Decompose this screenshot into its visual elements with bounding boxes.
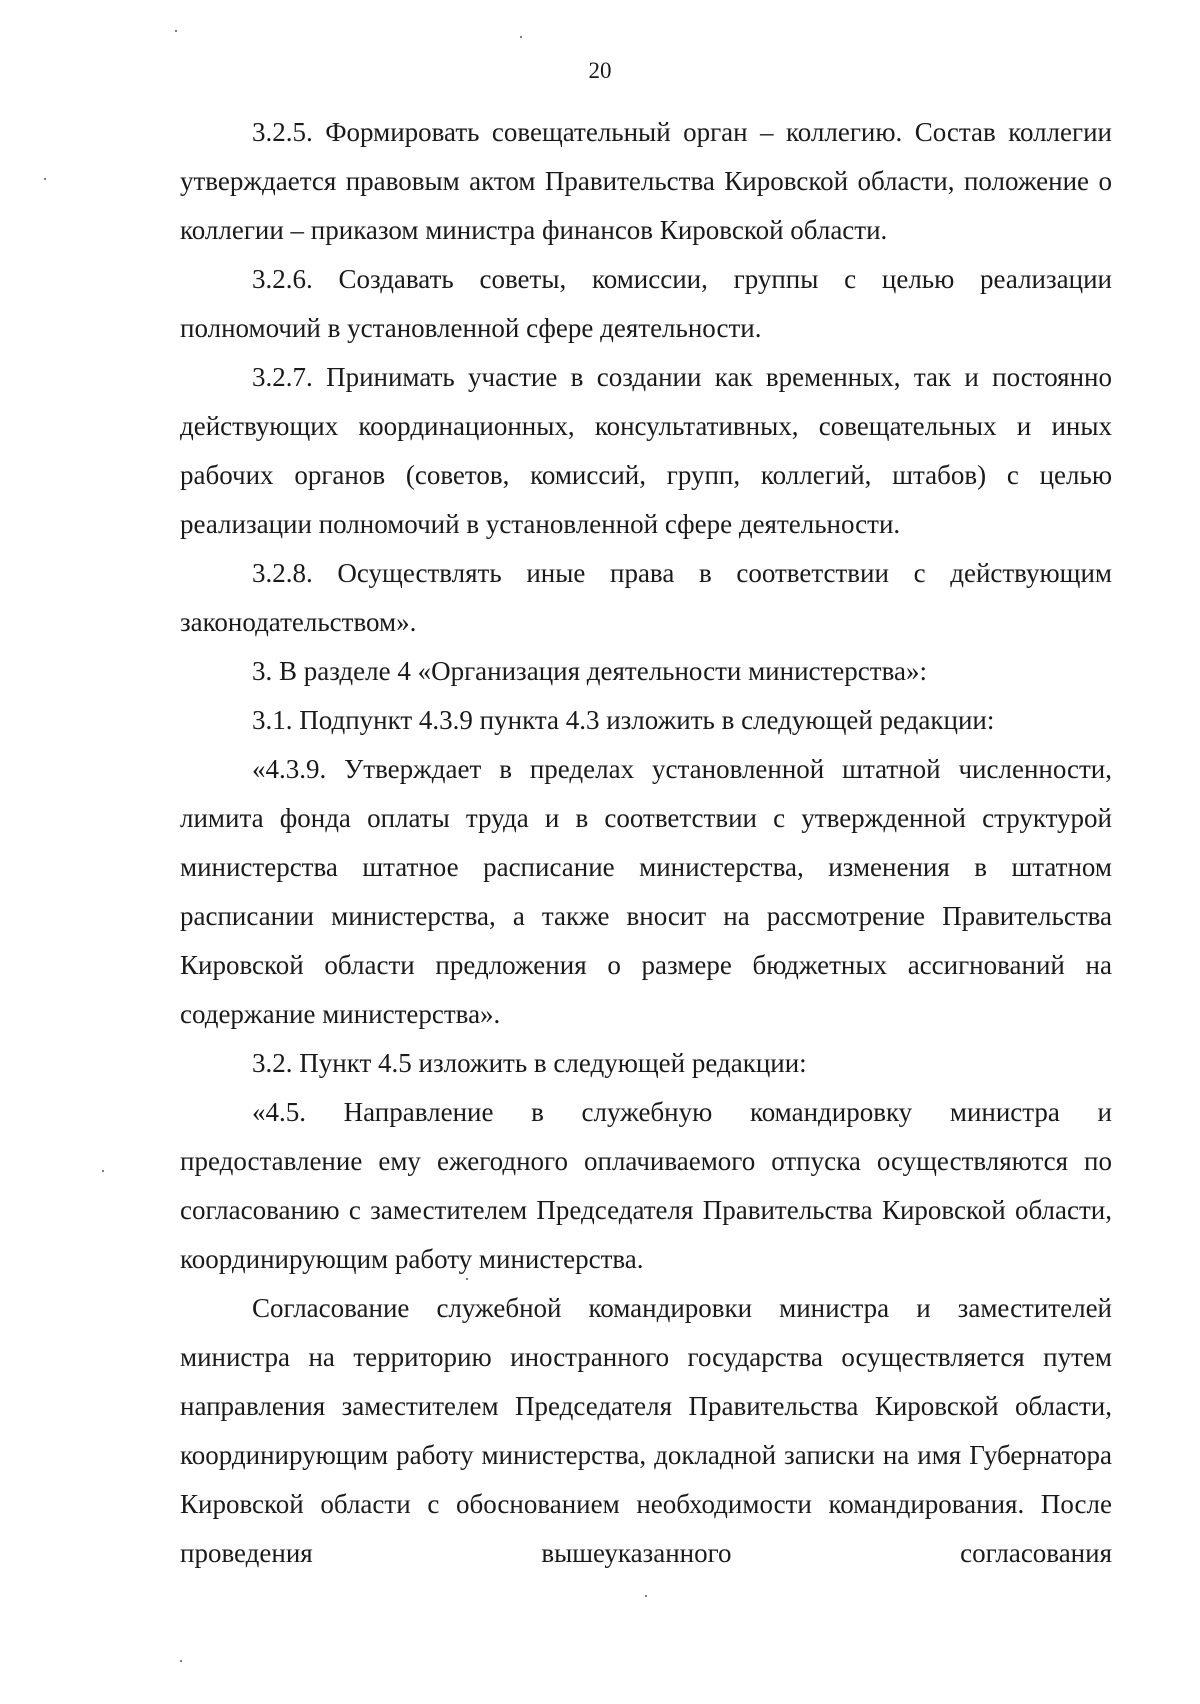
scan-speck — [180, 1660, 182, 1662]
paragraph-3-2-6: 3.2.6. Создавать советы, комиссии, группы с целью реализации полномочий в установленной сфере деятельности. — [180, 264, 1112, 343]
document-body — [180, 108, 1112, 1578]
paragraph-3-1: 3.1. Подпункт 4.3.9 пункта 4.3 изложить в следующей редакции: — [252, 705, 995, 735]
paragraph-section-4: 3. В разделе 4 «Организация деятельности министерства»: — [252, 656, 927, 686]
scan-speck — [520, 36, 522, 38]
scan-speck — [645, 1595, 647, 1597]
scan-speck — [102, 1170, 104, 1172]
paragraph-business-trip-approval: Согласование служебной командировки министра и заместителей министра на территорию иностранного государства осуществляется путем направления заместителем Председателя Правительства Кировской области, координирующим работу министерства, докладной записки на имя Губернатора Кировской области с обоснованием необходимости командирования. После проведения вышеуказанного согласования — [180, 1293, 1112, 1568]
page-number: 20 — [588, 58, 612, 83]
paragraph-4-5: «4.5. Направление в служебную командировку министра и предоставление ему ежегодного оплачиваемого отпуска осуществляются по согласованию с заместителем Председателя Правительства Кировской области, координирующим работу министерства. — [180, 1097, 1112, 1274]
paragraph-3-2-7: 3.2.7. Принимать участие в создании как временных, так и постоянно действующих координационных, консультативных, совещательных и иных рабочих органов (советов, комиссий, групп, коллегий, штабов) с целью реализации полномочий в установленной сфере деятельности. — [180, 362, 1112, 539]
scan-speck — [175, 30, 177, 32]
paragraph-3-2: 3.2. Пункт 4.5 изложить в следующей редакции: — [252, 1048, 807, 1078]
paragraph-3-2-5: 3.2.5. Формировать совещательный орган – коллегию. Состав коллегии утверждается правовым актом Правительства Кировской области, положение о коллегии – приказом министра финансов Кировской области. — [180, 117, 1112, 245]
paragraph-4-3-9: «4.3.9. Утверждает в пределах установленной штатной численности, лимита фонда оплаты труда и в соответствии с утвержденной структурой министерства штатное расписание министерства, изменения в штатном расписании министерства, а также вносит на рассмотрение Правительства Кировской области предложения о размере бюджетных ассигнований на содержание министерства». — [180, 754, 1112, 1029]
scan-speck — [44, 178, 46, 180]
paragraph-3-2-8: 3.2.8. Осуществлять иные права в соответствии с действующим законодательством». — [180, 558, 1112, 637]
scan-speck — [466, 1278, 468, 1280]
